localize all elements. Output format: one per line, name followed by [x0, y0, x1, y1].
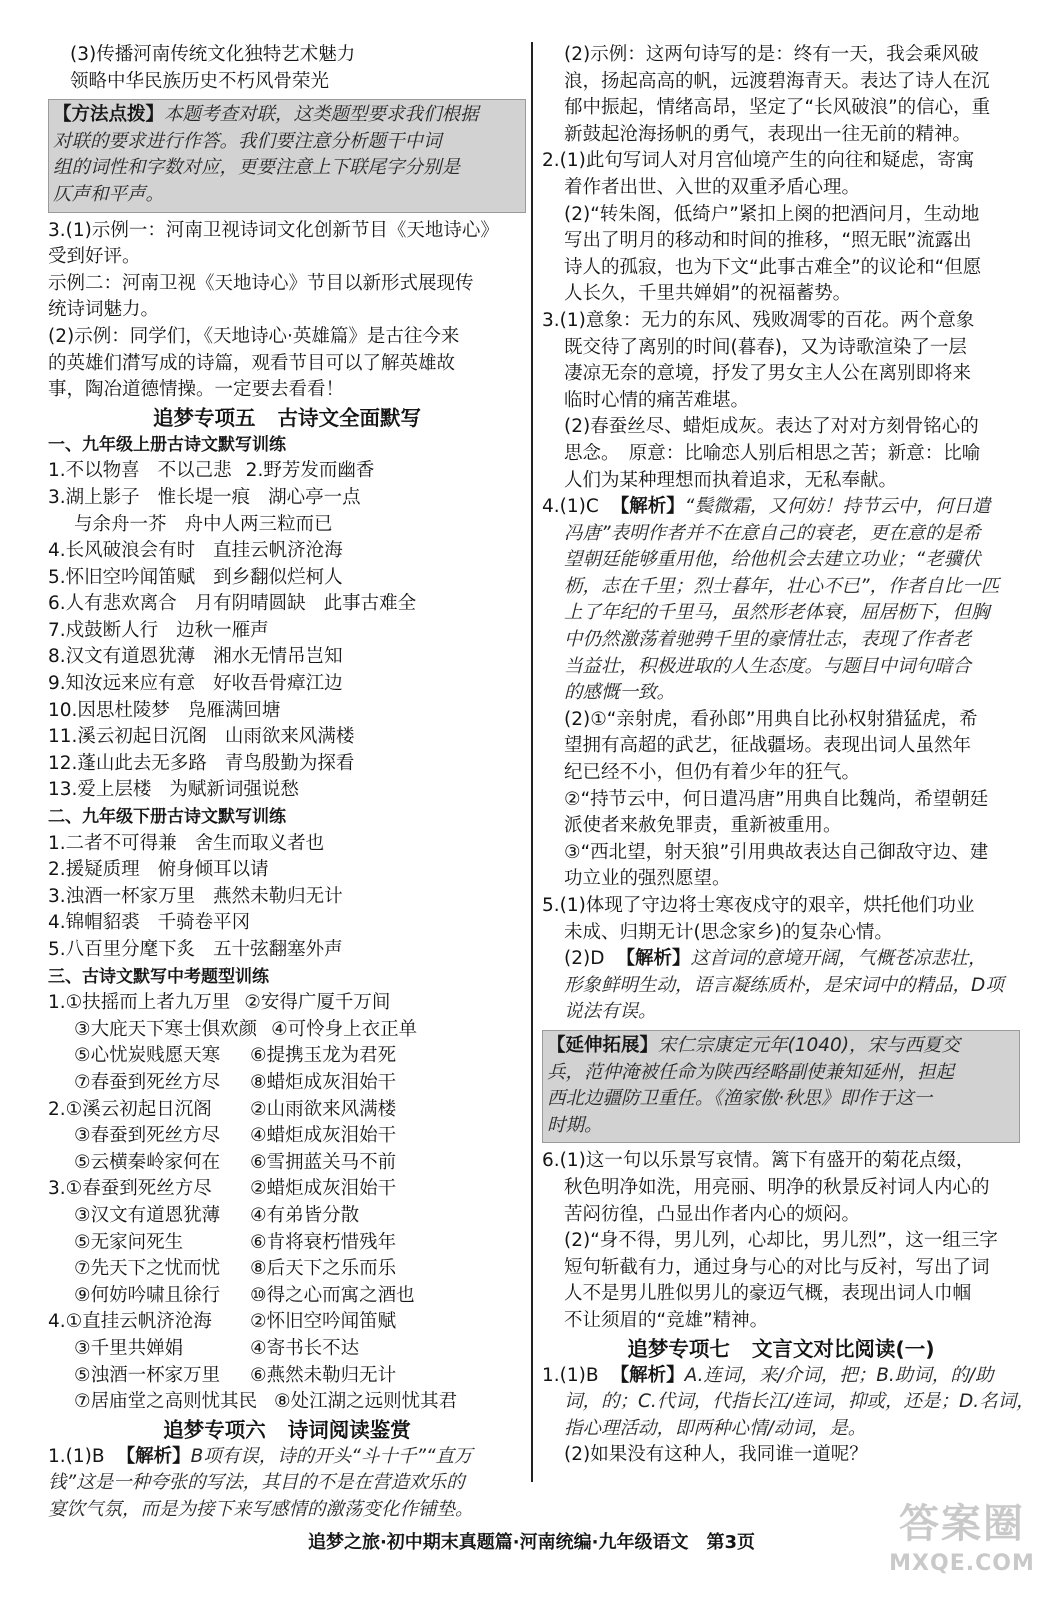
analysis-tag: 【解析】 — [610, 1364, 685, 1386]
answer-line: 2.援疑质理 俯身倾耳以请 — [48, 859, 269, 881]
heading-title: 文言文对比阅读(一) — [751, 1336, 935, 1361]
answer-line: 与余舟一芥 舟中人两三粒而已 — [74, 513, 333, 535]
text-line: 人们为某种理想而执着追求，无私奉献。 — [564, 469, 898, 491]
text-line: (2)①“亲射虎，看孙郎”用典自比孙权射猎猛虎，希 — [564, 708, 978, 730]
answer-line: 2.①溪云初起日沉阁 ②山雨欲来风满楼 — [48, 1098, 397, 1120]
extension-tag: 【延伸拓展】 — [547, 1034, 659, 1056]
heading-label: 追梦专项六 — [163, 1417, 266, 1442]
text-line: 临时心情的痛苦难堪。 — [564, 389, 750, 411]
text-line: 短句斩截有力，通过身与心的对比与反衬，写出了词 — [564, 1256, 990, 1278]
text-line: (3)传播河南传统文化独特艺术魅力 — [70, 44, 356, 65]
page-footer: 追梦之旅·初中期末真题篇·河南统编·九年级语文 第3页 — [307, 1532, 756, 1553]
text-line: 时期。 — [547, 1114, 603, 1136]
answer-line: ⑦先天下之忧而忧 ⑧后天下之乐而乐 — [74, 1258, 397, 1280]
text-line: (2)“转朱阁，低绮户”紧扣上阕的把酒问月，生动地 — [564, 203, 980, 225]
answer-line: 11.溪云初起日沉阁 山雨欲来风满楼 — [48, 726, 355, 748]
text-line: 仄声和平声。 — [53, 183, 165, 205]
answer-line: ⑤心忧炭贱愿天寒 ⑥提携玉龙为君死 — [74, 1045, 397, 1067]
text-line: 形象鲜明生动，语言凝练质朴，是宋词中的精品，D项 — [564, 974, 1004, 996]
text-line: 浪，扬起高高的帆，远渡碧海青天。表达了诗人在沉 — [564, 70, 990, 92]
answer-line: ⑦春蚕到死丝方尽 ⑧蜡炬成灰泪始干 — [74, 1071, 397, 1093]
answer-line: 5.八百里分麾下炙 五十弦翻塞外声 — [48, 939, 343, 960]
answer-line: ⑤浊酒一杯家万里 ⑥燕然未勒归无计 — [74, 1364, 397, 1386]
answer-line: 10.因思杜陵梦 凫雁满回塘 — [48, 699, 281, 721]
text-line: 1.(1)B 【解析】A.连词，来/介词，把；B.助词，的/助 — [542, 1364, 994, 1386]
answer-line: ③春蚕到死丝方尽 ④蜡炬成灰泪始干 — [74, 1125, 397, 1147]
answer-line: 1.二者不可得兼 舍生而取义者也 — [48, 832, 325, 854]
text-line: 诗人的孤寂，也为下文“此事古难全”的议论和“但愿 — [564, 256, 982, 278]
text-line: 钱”这是一种夸张的写法，其目的不是在营造欢乐的 — [48, 1472, 465, 1494]
section-heading-5 — [48, 404, 526, 432]
answer-line: ⑤无家问死生 ⑥肯将衰朽惜残年 — [74, 1231, 397, 1253]
text-line: 领略中华民族历史不朽风骨荣光 — [70, 70, 330, 92]
text-line: 人长久，千里共婵娟”的祝福蓄势。 — [564, 283, 852, 305]
text-line: 事，陶冶道德情操。一定要去看看！ — [48, 379, 345, 401]
text-line: 新鼓起沧海扬帆的勇气，表现出一往无前的精神。 — [564, 123, 972, 145]
text-line: 宋仁宗康定元年(1040)，宋与西夏交 — [658, 1034, 961, 1056]
text-line: 郁中振起，情绪高昂，坚定了“长风破浪”的信心，重 — [564, 97, 991, 119]
text-line: 望拥有高超的武艺，征战疆场。表现出词人虽然年 — [564, 735, 972, 757]
watermark-text: 答案圈 — [899, 1501, 1025, 1547]
column-divider — [531, 42, 533, 1482]
text-line: 当益壮，积极进取的人生态度。与题目中词句暗合 — [564, 655, 972, 677]
text-line: 说法有误。 — [564, 1001, 657, 1023]
answer-line: 12.蓬山此去无多路 青鸟殷勤为探看 — [48, 752, 355, 774]
method-tip-tag: 【方法点拨】 — [53, 104, 165, 126]
text-line: 功立业的强烈愿望。 — [564, 868, 731, 890]
analysis-tag: 【解析】 — [116, 1445, 191, 1467]
answer-line: ③千里共婵娟 ④寄书长不达 — [74, 1337, 360, 1359]
text-line: ③“西北望，射天狼”引用典故表达自己御敌守边、建 — [564, 841, 989, 863]
text-line: 人不是男儿胜似男儿的豪迈气概，表现出词人巾帼 — [564, 1283, 972, 1305]
text-line: 本题考查对联，这类题型要求我们根据 — [164, 104, 479, 126]
answer-line: 1.①扶摇而上者九万里 ②安得广厦千万间 — [48, 992, 391, 1014]
answer-line: 8.汉文有道恩犹薄 湘水无情吊岂知 — [48, 646, 343, 668]
text-line: (2)春蚕丝尽、蜡炬成灰。表达了对对方刻骨铭心的 — [564, 416, 979, 438]
subsection-title: 二、九年级下册古诗文默写训练 — [48, 807, 286, 828]
text-line: 1.(1)B 【解析】B项有误，诗的开头“斗十千”“直万 — [48, 1445, 473, 1467]
text-line: 上了年纪的千里马，虽然形老体衰，屈居枥下，但胸 — [564, 602, 990, 624]
text-line: 对联的要求进行作答。我们要注意分析题干中词 — [53, 130, 442, 152]
answer-line: 3.①春蚕到死丝方尽 ②蜡炬成灰泪始干 — [48, 1178, 397, 1200]
answer-line: 4.长风破浪会有时 直挂云帆济沧海 — [48, 540, 343, 562]
text-line: 宴饮气氛，而是为接下来写感情的激荡变化作铺垫。 — [48, 1498, 474, 1520]
text-line: 3.(1)示例一：河南卫视诗词文化创新节目《天地诗心》 — [48, 219, 499, 241]
section-heading-6 — [48, 1416, 526, 1444]
text-line: 中仍然激荡着驰骋千里的豪情壮志，表现了作者老 — [564, 629, 972, 651]
text-line: (2)“身不得，男儿列，心却比，男儿烈”，这一组三字 — [564, 1230, 998, 1252]
answer-line: 3.浊酒一杯家万里 燕然未勒归无计 — [48, 885, 343, 907]
text-line: 兵，范仲淹被任命为陕西经略副使兼知延州，担起 — [547, 1061, 955, 1083]
answer-line: ⑦居庙堂之高则忧其民 ⑧处江湖之远则忧其君 — [74, 1391, 458, 1413]
text-line: (2)如果没有这种人，我同谁一道呢？ — [564, 1444, 868, 1466]
answer-line: 1.不以物喜 不以己悲 2.野芳发而幽香 — [48, 460, 375, 482]
text-line: 示例二：河南卫视《天地诗心》节目以新形式展现传 — [48, 272, 474, 294]
text-line: 冯唐”表明作者并不在意自己的衰老，更在意的是希 — [564, 522, 981, 544]
heading-label: 追梦专项五 — [153, 405, 256, 430]
watermark-logo — [882, 1498, 1042, 1593]
text-line: 组的词性和字数对应，更要注意上下联尾字分别是 — [53, 157, 461, 179]
answer-line: 4.①直挂云帆济沧海 ②怀旧空吟闻笛赋 — [48, 1311, 397, 1333]
text-line: 不让须眉的“竞雄”精神。 — [564, 1309, 769, 1331]
text-line: ②“持节云中，何日遣冯唐”用典自比魏尚，希望朝廷 — [564, 788, 989, 810]
answer-line: 9.知汝远来应有意 好收吾骨瘴江边 — [48, 673, 343, 695]
right-column — [542, 42, 1035, 1469]
heading-title: 古诗文全面默写 — [277, 405, 421, 430]
answer-line: 5.怀旧空吟闻笛赋 到乡翻似烂柯人 — [48, 566, 343, 588]
text-line: 6.(1)这一句以乐景写哀情。篱下有盛开的菊花点缀， — [542, 1150, 975, 1172]
text-line: 统诗词魅力。 — [48, 299, 160, 321]
answer-line: 13.爱上层楼 为赋新词强说愁 — [48, 779, 299, 801]
text-line: 派使者来赦免罪责，重新被重用。 — [564, 815, 842, 837]
answer-line: ③大庇天下寒士俱欢颜 ④可怜身上衣正单 — [74, 1018, 418, 1040]
text-line: (2)示例：这两句诗写的是：终有一天，我会乘风破 — [564, 44, 979, 65]
text-line: 凄凉无奈的意境，抒发了男女主人公在离别即将来 — [564, 363, 972, 385]
answer-line: 6.人有悲欢离合 月有阴晴圆缺 此事古难全 — [48, 593, 417, 615]
text-line: 纪已经不小，但仍有着少年的狂气。 — [564, 762, 861, 784]
text-line: 受到好评。 — [48, 246, 141, 268]
heading-title: 诗词阅读鉴赏 — [287, 1417, 411, 1442]
section-heading-7 — [542, 1335, 1020, 1363]
text-line: (2)D 【解析】这首词的意境开阔，气概苍凉悲壮， — [564, 948, 987, 970]
watermark-url: MXQE.COM — [889, 1551, 1035, 1576]
text-line: 未成、归期无计(思念家乡)的复杂心情。 — [564, 921, 893, 943]
heading-label: 追梦专项七 — [627, 1336, 730, 1361]
method-tip-box — [48, 99, 526, 212]
text-line: 指心理活动，即两种心情/动词，是。 — [564, 1417, 867, 1439]
text-line: 4.(1)C 【解析】“鬓微霜，又何妨！持节云中，何日遣 — [542, 496, 991, 518]
text-line: (2)示例：同学们，《天地诗心·英雄篇》是古往今来 — [48, 325, 460, 347]
text-line: 2.(1)此句写词人对月宫仙境产生的向往和疑虑，寄寓 — [542, 150, 975, 172]
text-line: 思念。 原意：比喻恋人别后相思之苦；新意：比喻 — [564, 442, 981, 464]
answer-line: 7.戍鼓断人行 边秋一雁声 — [48, 619, 269, 641]
text-line: 词，的；C.代词，代指长江/连词，抑或，还是；D.名词， — [564, 1391, 1035, 1413]
extension-box — [542, 1030, 1020, 1143]
text-line: 5.(1)体现了守边将士寒夜戍守的艰辛，烘托他们功业 — [542, 895, 975, 916]
text-line: 既交待了离别的时间(暮春)，又为诗歌渲染了一层 — [564, 336, 967, 358]
answer-line: ③汉文有道恩犹薄 ④有弟皆分散 — [74, 1204, 360, 1226]
text-line: 的英雄们潸写成的诗篇，观看节目可以了解英雄故 — [48, 352, 456, 374]
text-line: 写出了明月的移动和时间的推移，“照无眠”流露出 — [564, 230, 972, 252]
subsection-title: 一、九年级上册古诗文默写训练 — [48, 434, 286, 455]
text-line: 的感慨一致。 — [564, 682, 676, 704]
text-line: 西北边疆防卫重任。《渔家傲·秋思》即作于这一 — [547, 1088, 933, 1110]
answer-line: 3.湖上影子 惟长堤一痕 湖心亭一点 — [48, 486, 361, 508]
analysis-tag: 【解析】 — [610, 496, 685, 518]
analysis-tag: 【解析】 — [616, 948, 691, 970]
answer-line: ⑤云横秦岭家何在 ⑥雪拥蓝关马不前 — [74, 1151, 397, 1173]
answer-line: ⑨何妨吟啸且徐行 ⑩得之心而寓之酒也 — [74, 1284, 415, 1306]
text-line: 着作者出世、入世的双重矛盾心理。 — [564, 176, 861, 198]
text-line: 枥，志在千里；烈士暮年，壮心不已”，作者自比一匹 — [564, 575, 1000, 597]
left-column — [48, 42, 526, 1523]
text-line: 苦闷彷徨，凸显出作者内心的烦闷。 — [564, 1203, 861, 1225]
text-line: 3.(1)意象：无力的东风、残败凋零的百花。两个意象 — [542, 309, 975, 331]
subsection-title: 三、古诗文默写中考题型训练 — [48, 966, 269, 987]
answer-line: 4.锦帽貂裘 千骑卷平冈 — [48, 912, 251, 934]
text-line: 秋色明净如洗，用亮丽、明净的秋景反衬词人内心的 — [564, 1176, 990, 1198]
text-line: 望朝廷能够重用他，给他机会去建立功业；“老骥伏 — [564, 549, 981, 571]
